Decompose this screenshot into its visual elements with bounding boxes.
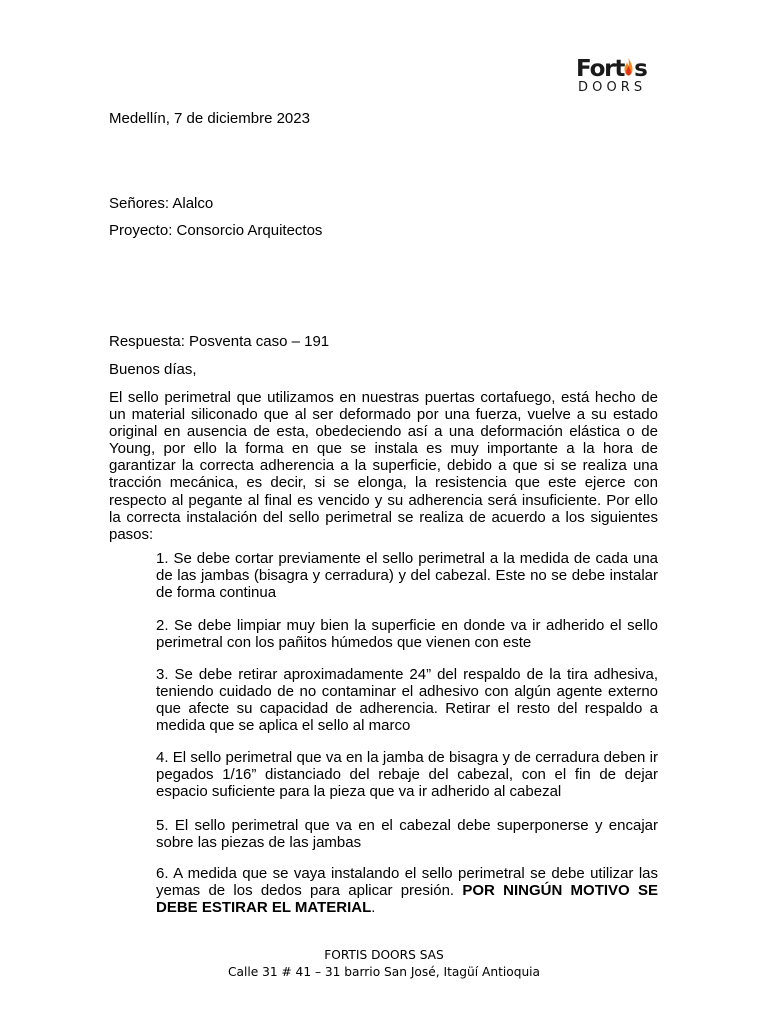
body-paragraph: El sello perimetral que utilizamos en nuestras puertas cortafuego, está hecho de un material siliconado que al ser deformado por una fuerza, vuelve a su estado original en ausencia de esta, obedeciendo así a una deformación elástica o de Young, por ello la forma en que se instala es muy importante a la hora de garantizar la correcta adherencia a la superficie, debido a que si se realiza una tracción mecánica, es decir, si se elonga, la resistencia que este ejerce con respecto al pegante al final es vencido y su adherencia será insuficiente. Por ello la correcta instalación del sello perimetral se realiza de acuerdo a los siguientes pasos: bbox=[109, 389, 658, 543]
footer-address: Calle 31 # 41 – 31 barrio San José, Itagüí Antioquia bbox=[227, 965, 541, 979]
step-item: 3. Se debe retirar aproximadamente 24” del respaldo de la tira adhesiva, teniendo cuidado de no contaminar el adhesivo con algún agente externo que afecte su capacidad de adherencia. Retirar el resto del respaldo a medida que se aplica el sello al marco bbox=[156, 666, 658, 734]
project-line: Proyecto: Consorcio Arquitectos bbox=[109, 222, 323, 239]
subject-line: Respuesta: Posventa caso – 191 bbox=[109, 333, 330, 350]
step-6-text: 6. A medida que se vaya instalando el sello perimetral se debe utilizar las yemas de los dedos para aplicar presión. bbox=[156, 865, 658, 899]
step-6-warning: POR NINGÚN MOTIVO SE DEBE ESTIRAR EL MATERIAL bbox=[156, 882, 658, 916]
step-item: 5. El sello perimetral que va en el cabezal debe superponerse y encajar sobre las piezas de las jambas bbox=[156, 817, 658, 851]
logo-text-right: s bbox=[634, 56, 647, 82]
logo-subtitle: DOORS bbox=[578, 80, 647, 95]
flame-icon bbox=[624, 56, 633, 75]
footer-company: FORTIS DOORS SAS bbox=[324, 948, 444, 962]
logo-text-left: Fort bbox=[576, 56, 625, 82]
place-date: Medellín, 7 de diciembre 2023 bbox=[109, 110, 310, 127]
step-6-end: . bbox=[371, 899, 376, 916]
recipient: Señores: Alalco bbox=[109, 195, 214, 212]
step-item: 4. El sello perimetral que va en la jamba de bisagra y de cerradura deben ir pegados 1/16” distanciado del rebaje del cabezal, con el fin de dejar espacio suficiente para la pieza que va ir adherido al cabezal bbox=[156, 749, 658, 800]
company-logo bbox=[576, 56, 660, 100]
logo-wordmark bbox=[576, 56, 647, 82]
greeting: Buenos días, bbox=[109, 361, 197, 378]
step-item: 1. Se debe cortar previamente el sello perimetral a la medida de cada una de las jambas (bisagra y cerradura) y del cabezal. Este no se debe instalar de forma continua bbox=[156, 550, 658, 601]
step-item: 2. Se debe limpiar muy bien la superficie en donde va ir adherido el sello perimetral con los pañitos húmedos que vienen con este bbox=[156, 617, 658, 651]
step-item-6 bbox=[156, 865, 658, 916]
